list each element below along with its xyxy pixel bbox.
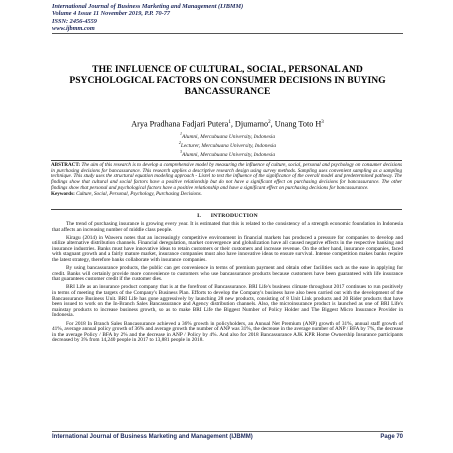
affiliation: $^2$Lecturer, Mercubuana University, Indonesia bbox=[178, 140, 277, 149]
page-number: Page 70 bbox=[380, 434, 403, 440]
keywords-line bbox=[51, 192, 402, 198]
paper-title: THE INFLUENCE OF CULTURAL, SOCIAL, PERSONAL AND PSYCHOLOGICAL FACTORS ON CONSUMER DECISIONS IN BUYING BANCASSURANCE bbox=[69, 64, 386, 97]
body-text bbox=[52, 222, 403, 346]
keywords-label: Keywords: bbox=[51, 191, 75, 198]
footer-rule bbox=[52, 431, 403, 432]
keywords-text: Culture, Social, Personal, Psychology, Purchasing Decisions. bbox=[76, 191, 202, 198]
author-name: Djumarno bbox=[234, 119, 269, 129]
journal-issn: ISSN: 2456-4559 bbox=[52, 17, 97, 25]
header-rule bbox=[52, 33, 403, 34]
abstract-body: The aim of this research is to develop a comprehensive model by measuring the influence of culture, social, personal and psychology on consumer decisions in purchasing decisions for bancassurance. This research applies a descriptive research design using survey methods. Sampling uses convenient sampling as a sampling technique. This study uses the structural equation modeling approach - Lisrel to test the influence of the significance of the overall model and predetermined pathway. The findings show that cultural and social factors have a positive relationship but do not have a significant effect on purchasing decisions for bancassurance. The other findings show that personal and psychological factors have a positive relationship and have a significant effect on purchasing decisions for bancassurance. bbox=[51, 162, 402, 191]
affiliation: $^3$Alumni, Mercubuana University, Indonesia bbox=[179, 149, 276, 158]
author-list: Arya Pradhana Fadjari Putera$^1$, Djumarno$^2$, Unang Toto $H^3$ bbox=[131, 119, 324, 129]
section-heading bbox=[52, 213, 403, 220]
journal-header bbox=[52, 3, 403, 33]
paragraph: BRI Life as an insurance product company that is at the forefront of Bancassurance. BRI Life's business climate throughout 2017 continues to run positively in terms of meeting the targets of the Company's Business Plan. Efforts to develop the Company's business have also been carried out with the development of the Bancassurance Business Unit. BRI Life has gone aggressively by launching 28 new products, consisting of 8 Unit Link products and 20 Rider products that have been issued to work on the In-Branch Sales Bancassurance and Agency distribution channels. Also, the microinsurance product is launched as one of BRI Life's mainstay products to increase business growth, so as to make BRI Life the Biggest Number of Policy Holder and The Biggest Micro Insurance Provider in Indonesia. bbox=[52, 284, 403, 319]
author-sup: 1 bbox=[228, 120, 231, 125]
paragraph: Kiragu (2014) in Waweru notes that an increasingly competitive environment in financial markets has produced a pressure for companies to develop and utilize alternative distribution channels. Financial deregulation, market convergence and globalization have all caused negative effects in the respective banking and insurance industries. Banks must have innovative ideas to retain customers or their customers and increase revenue. On the other hand, insurance companies, faced with stagnant growth and a fairly mature market, insurance companies must also have innovative ideas to ensure survival. Intense competition makes banks require the latest strategy, therefore banks collaborate with insurance companies. bbox=[52, 234, 403, 264]
affiliation: $^1$Alumni, Mercubuana University, Indonesia bbox=[179, 131, 276, 140]
section-title: INTRODUCTION bbox=[210, 213, 258, 219]
journal-website: www.ijbmm.com bbox=[52, 25, 95, 33]
author-name: Arya Pradhana Fadjari Putera bbox=[131, 119, 229, 129]
footer-journal: International Journal of Business Marketing and Management (IJBMM) bbox=[52, 434, 253, 440]
paragraph: The trend of purchasing insurance is growing every year. It is estimated that this is related to the consistency of a strength economic foundation in Indonesia that affects an increasing number of middle class people. bbox=[52, 221, 403, 233]
affiliation-list bbox=[52, 131, 403, 158]
abstract-label: ABSTRACT: bbox=[51, 162, 81, 168]
abstract-text bbox=[51, 163, 402, 192]
paragraph: For 2018 In Branch Sales Bancassurance achieved a 36% growth in policyholders, an Annual Net Premium (ANP) growth of 31%, annual staff growth of 41%, average annual policy growth of 36% and average growth the number of ANP was 31%, the decrease in the average number of ANP / BFA by 7%, the decrease in the average Policy / BFA by 2% and the decrease in ANP / Policy by 4%. And also for 2018 Bancassurance AJK KPR Home Ownership Insurance participants decreased by 3% from 14,240 people in 2017 to 13,881 people in 2018. bbox=[52, 320, 403, 344]
paragraph: By using bancassurance products, the public can get convenience in terms of premium payment and obtain other facilities such as the ease in applying for credit. Banks will certainly provide more convenience to customers who use bancassurance products because customers have been guaranteed with life insurance that guarantees customer credit if the customer dies. bbox=[52, 265, 403, 283]
author-sup: 2 bbox=[268, 120, 271, 125]
author-name: Unang Toto H bbox=[274, 119, 322, 129]
section-number: I. bbox=[197, 213, 202, 219]
journal-volume: Volume 4 Issue 11 November 2019, P.P. 70-77 bbox=[52, 10, 171, 18]
page-footer bbox=[52, 434, 403, 441]
author-sup: 3 bbox=[321, 120, 324, 125]
abstract-block bbox=[51, 160, 402, 210]
journal-name: International Journal of Business Marketing and Management (IJBMM) bbox=[52, 3, 244, 10]
